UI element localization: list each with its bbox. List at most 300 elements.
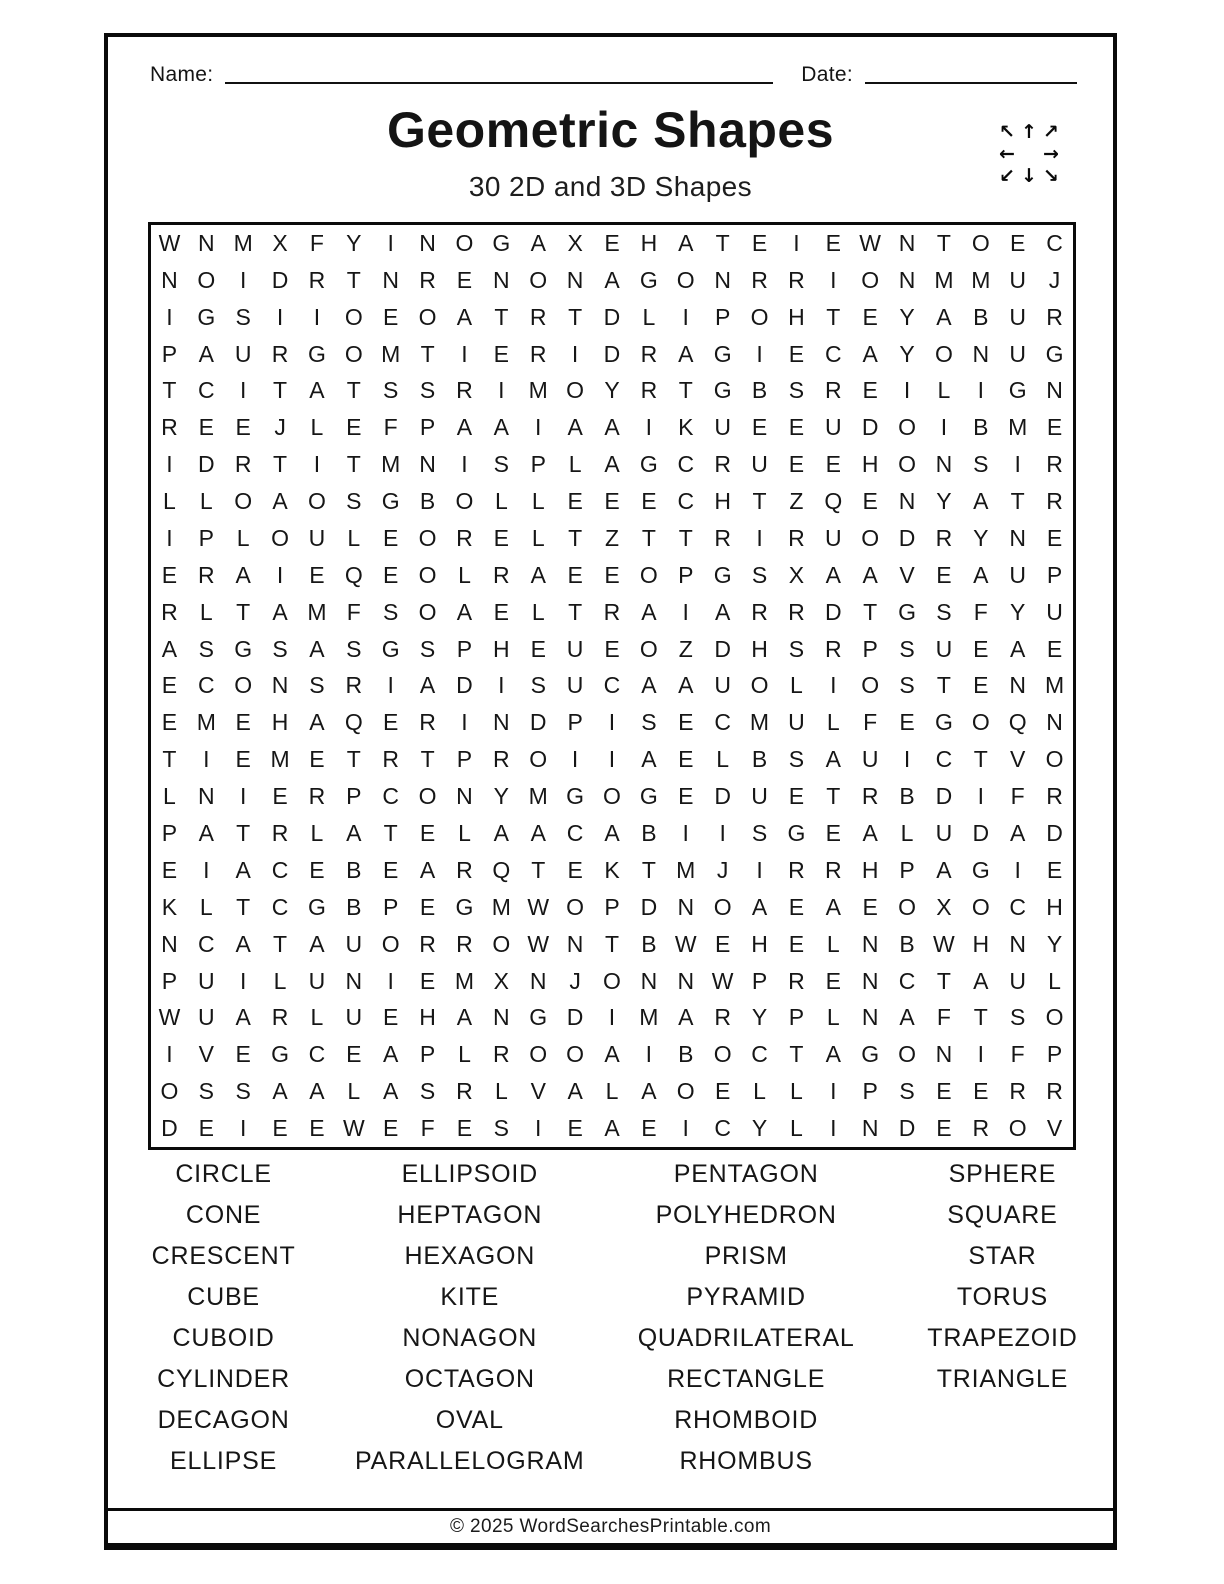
page-subtitle: 30 2D and 3D Shapes — [468, 171, 753, 202]
grid-letter: R — [456, 1078, 473, 1105]
date-blank-line — [865, 80, 1077, 84]
grid-letter: N — [935, 451, 953, 478]
grid-letter: T — [936, 967, 951, 994]
grid-letter: P — [1046, 561, 1063, 588]
grid-letter: E — [309, 561, 325, 588]
grid-letter: A — [825, 561, 841, 588]
grid-letter: Q — [1008, 709, 1027, 736]
grid-letter: R — [271, 340, 289, 367]
grid-letter: M — [454, 967, 475, 994]
grid-letter: C — [271, 893, 289, 920]
grid-letter: I — [313, 451, 321, 478]
grid-letter: R — [788, 524, 805, 551]
grid-letter: I — [682, 598, 689, 625]
grid-letter: E — [419, 820, 436, 847]
grid-letter: E — [235, 709, 251, 736]
grid-letter: A — [198, 820, 214, 847]
grid-letter: T — [568, 303, 583, 330]
grid-letter: E — [161, 709, 178, 736]
grid-letter: E — [788, 340, 805, 367]
grid-letter: R — [640, 340, 658, 367]
grid-letter: I — [166, 451, 173, 478]
grid-letter: D — [161, 1115, 178, 1142]
grid-letter: I — [203, 746, 210, 773]
grid-letter: H — [271, 709, 289, 736]
grid-letter: P — [456, 746, 473, 773]
grid-letter: L — [937, 377, 951, 404]
grid-letter: D — [935, 783, 953, 810]
grid-letter: E — [899, 709, 915, 736]
grid-letter: O — [676, 1078, 695, 1105]
grid-letter: O — [418, 303, 437, 330]
grid-letter: N — [493, 1004, 510, 1031]
direction-arrow-spacer — [1018, 143, 1040, 165]
letter-grid — [148, 222, 1076, 1150]
grid-letter: O — [160, 1078, 179, 1105]
direction-arrow: ↓ — [1021, 165, 1037, 187]
grid-letter: A — [383, 1078, 399, 1105]
grid-letter: M — [934, 266, 954, 293]
grid-letter: O — [418, 598, 437, 625]
all-directions-icon — [996, 121, 1062, 187]
grid-letter: S — [383, 377, 399, 404]
grid-letter: G — [308, 893, 326, 920]
grid-letter: T — [162, 746, 177, 773]
grid-letter: E — [567, 561, 583, 588]
word-list-column — [108, 1154, 339, 1482]
grid-letter: S — [383, 598, 399, 625]
grid-letter: N — [898, 229, 916, 256]
word-list-item: CONE — [185, 1201, 262, 1229]
grid-letter: H — [861, 451, 879, 478]
grid-letter: S — [530, 672, 546, 699]
grid-letter: P — [198, 524, 214, 551]
grid-letter: R — [456, 377, 473, 404]
grid-letter: E — [678, 746, 694, 773]
word-list-item: HEPTAGON — [397, 1201, 543, 1229]
grid-letter: A — [161, 635, 178, 662]
grid-letter: B — [641, 930, 657, 957]
grid-letter: T — [494, 303, 509, 330]
grid-letter: G — [971, 856, 990, 883]
grid-letter: R — [308, 266, 326, 293]
grid-letter: U — [198, 967, 215, 994]
grid-letter: N — [1009, 930, 1026, 957]
grid-letter: M — [381, 340, 401, 367]
grid-letter: S — [493, 451, 510, 478]
grid-letter: Y — [604, 377, 620, 404]
grid-letter: A — [235, 1004, 251, 1031]
grid-letter: Y — [899, 340, 915, 367]
grid-letter: R — [345, 672, 363, 699]
grid-letter: W — [674, 930, 697, 957]
grid-letter: R — [234, 451, 252, 478]
direction-arrow: → — [1043, 143, 1059, 165]
grid-letter: U — [861, 746, 879, 773]
grid-letter: U — [751, 783, 768, 810]
grid-letter: B — [678, 1041, 694, 1068]
word-list-item: PRISM — [704, 1242, 788, 1270]
grid-letter: E — [456, 266, 473, 293]
grid-letter: P — [567, 709, 583, 736]
grid-letter: E — [936, 1078, 952, 1105]
grid-letter: E — [862, 303, 878, 330]
grid-letter: E — [383, 524, 399, 551]
grid-letter: Y — [346, 229, 362, 256]
grid-letter: R — [456, 930, 473, 957]
grid-letter: I — [239, 377, 247, 404]
grid-letter: E — [493, 598, 510, 625]
word-list-item: ELLIPSE — [170, 1447, 278, 1475]
grid-letter: B — [973, 303, 989, 330]
grid-letter: E — [383, 303, 399, 330]
grid-letter: T — [973, 1004, 988, 1031]
grid-letter: S — [493, 1115, 510, 1142]
grid-letter: E — [973, 1078, 989, 1105]
grid-letter: A — [493, 820, 510, 847]
grid-letter: C — [714, 709, 731, 736]
grid-letter: H — [419, 1004, 436, 1031]
grid-letter: O — [455, 488, 474, 515]
grid-letter: I — [461, 709, 468, 736]
grid-letter: T — [273, 451, 288, 478]
grid-letter: O — [971, 229, 990, 256]
grid-letter: I — [830, 672, 837, 699]
grid-letter: A — [641, 746, 657, 773]
grid-letter: Y — [1010, 598, 1026, 625]
grid-letter: S — [899, 1078, 915, 1105]
grid-letter: T — [273, 377, 288, 404]
grid-letter: R — [751, 266, 768, 293]
grid-letter: E — [1046, 635, 1063, 662]
grid-letter: A — [678, 1004, 694, 1031]
word-list-item: RHOMBOID — [674, 1406, 819, 1434]
grid-letter: K — [604, 856, 620, 883]
grid-letter: A — [419, 856, 436, 883]
grid-letter: E — [161, 856, 178, 883]
grid-letter: M — [233, 229, 253, 256]
grid-letter: X — [788, 561, 805, 588]
grid-letter: J — [1048, 266, 1061, 293]
word-list-item: CUBOID — [172, 1324, 275, 1352]
grid-letter: R — [1046, 1078, 1063, 1105]
grid-letter: R — [1046, 303, 1063, 330]
grid-letter: O — [898, 1041, 916, 1068]
grid-letter: L — [531, 524, 545, 551]
grid-letter: E — [198, 1115, 214, 1142]
grid-letter: O — [861, 524, 880, 551]
grid-letter: O — [418, 783, 437, 810]
word-list-item: STAR — [968, 1242, 1037, 1270]
grid-letter: T — [346, 266, 361, 293]
grid-letter: S — [936, 598, 952, 625]
grid-letter: D — [198, 451, 215, 478]
grid-letter: O — [603, 967, 621, 994]
grid-letter: T — [863, 598, 878, 625]
grid-letter: T — [346, 377, 361, 404]
grid-letter: O — [713, 893, 732, 920]
grid-letter: R — [161, 414, 178, 441]
grid-letter: R — [714, 524, 731, 551]
grid-letter: T — [973, 746, 988, 773]
grid-letter: A — [346, 820, 362, 847]
grid-letter: R — [972, 1115, 990, 1142]
grid-letter: E — [788, 414, 805, 441]
grid-letter: E — [825, 820, 841, 847]
word-list-column — [892, 1154, 1113, 1482]
grid-letter: U — [566, 672, 584, 699]
grid-letter: L — [199, 893, 213, 920]
grid-letter: B — [346, 856, 362, 883]
grid-letter: R — [788, 967, 805, 994]
grid-letter: E — [973, 672, 989, 699]
grid-letter: E — [346, 1041, 362, 1068]
grid-letter: L — [163, 488, 176, 515]
grid-letter: R — [640, 377, 658, 404]
grid-letter: O — [197, 266, 216, 293]
grid-letter: E — [383, 561, 399, 588]
grid-letter: D — [714, 635, 731, 662]
grid-letter: U — [234, 340, 252, 367]
grid-letter: H — [751, 635, 768, 662]
grid-letter: A — [419, 672, 436, 699]
grid-letter: H — [714, 488, 731, 515]
grid-letter: U — [308, 967, 326, 994]
grid-letter: B — [751, 746, 768, 773]
grid-letter: C — [824, 340, 842, 367]
grid-letter: U — [308, 524, 326, 551]
word-list-item: RHOMBUS — [679, 1447, 813, 1475]
grid-letter: J — [569, 967, 581, 994]
grid-letter: S — [309, 672, 325, 699]
grid-letter: D — [566, 1004, 584, 1031]
grid-letter: F — [936, 1004, 951, 1031]
grid-letter: D — [529, 709, 547, 736]
grid-letter: O — [566, 1041, 585, 1068]
direction-arrow: ↗ — [1043, 121, 1059, 143]
grid-letter: A — [456, 1004, 473, 1031]
grid-letter: B — [641, 820, 657, 847]
grid-letter: G — [639, 783, 658, 810]
word-list-item: TORUS — [956, 1283, 1048, 1311]
grid-letter: R — [824, 377, 842, 404]
grid-letter: L — [531, 598, 545, 625]
grid-letter: U — [824, 414, 842, 441]
grid-letter: N — [566, 266, 584, 293]
grid-letter: S — [788, 635, 805, 662]
grid-letter: L — [347, 1078, 361, 1105]
direction-arrow: ↘ — [1043, 165, 1059, 187]
grid-letter: O — [566, 893, 585, 920]
grid-letter: S — [788, 746, 805, 773]
grid-letter: N — [529, 967, 547, 994]
grid-letter: M — [971, 266, 991, 293]
grid-letter: N — [198, 229, 215, 256]
grid-letter: T — [641, 524, 656, 551]
grid-letter: Y — [751, 1115, 768, 1142]
grid-letter: I — [498, 377, 505, 404]
grid-letter: M — [749, 709, 770, 736]
grid-letter: N — [677, 967, 695, 994]
grid-letter: O — [381, 930, 400, 957]
grid-letter: R — [1046, 783, 1063, 810]
grid-letter: T — [568, 524, 583, 551]
grid-letter: P — [788, 1004, 805, 1031]
grid-letter: A — [899, 1004, 915, 1031]
grid-letter: N — [456, 783, 473, 810]
grid-letter: G — [455, 893, 474, 920]
grid-letter: E — [493, 340, 510, 367]
grid-letter: A — [567, 414, 583, 441]
grid-letter: I — [313, 303, 321, 330]
grid-letter: I — [940, 414, 948, 441]
grid-letter: R — [493, 1041, 510, 1068]
grid-letter: P — [456, 635, 473, 662]
grid-letter: L — [826, 709, 840, 736]
grid-letter: I — [682, 1115, 689, 1142]
grid-letter: E — [383, 1115, 399, 1142]
word-list-column — [600, 1154, 891, 1482]
grid-letter: A — [198, 340, 214, 367]
grid-letter: N — [566, 930, 584, 957]
grid-letter: L — [163, 783, 176, 810]
grid-letter: A — [604, 1115, 620, 1142]
grid-letter: I — [239, 266, 247, 293]
grid-letter: O — [861, 266, 880, 293]
grid-letter: E — [788, 783, 805, 810]
grid-letter: I — [719, 820, 726, 847]
grid-letter: A — [530, 229, 546, 256]
grid-letter: E — [1046, 414, 1063, 441]
grid-letter: L — [826, 1004, 840, 1031]
grid-letter: Z — [789, 488, 804, 515]
grid-letter: A — [973, 561, 989, 588]
grid-letter: I — [166, 1041, 173, 1068]
grid-letter: W — [158, 229, 181, 256]
grid-letter: I — [682, 820, 689, 847]
grid-letter: M — [528, 783, 548, 810]
grid-letter: T — [420, 746, 435, 773]
grid-letter: H — [640, 229, 658, 256]
grid-letter: S — [751, 561, 768, 588]
grid-letter: G — [713, 377, 732, 404]
grid-letter: O — [934, 340, 953, 367]
grid-letter: S — [272, 635, 288, 662]
grid-letter: N — [382, 266, 400, 293]
grid-letter: E — [1046, 524, 1063, 551]
grid-letter: T — [273, 930, 288, 957]
grid-letter: N — [198, 783, 215, 810]
grid-letter: N — [714, 266, 731, 293]
grid-letter: E — [862, 377, 878, 404]
grid-letter: R — [271, 1004, 289, 1031]
grid-letter: S — [419, 1078, 436, 1105]
grid-letter: C — [898, 967, 916, 994]
grid-letter: I — [1014, 451, 1021, 478]
grid-letter: P — [346, 783, 362, 810]
grid-letter: A — [1010, 635, 1026, 662]
grid-letter: Y — [936, 488, 952, 515]
grid-letter: F — [383, 414, 398, 441]
grid-letter: T — [604, 930, 620, 957]
grid-letter: N — [493, 266, 510, 293]
grid-letter: U — [824, 524, 842, 551]
grid-letter: D — [640, 893, 658, 920]
grid-letter: O — [971, 709, 990, 736]
grid-letter: I — [977, 1041, 984, 1068]
grid-letter: F — [1010, 1041, 1025, 1068]
grid-letter: D — [824, 598, 842, 625]
grid-letter: C — [566, 820, 584, 847]
name-blank-line — [225, 80, 773, 84]
grid-letter: I — [461, 451, 468, 478]
grid-letter: O — [529, 746, 548, 773]
grid-letter: I — [166, 303, 173, 330]
grid-letter: R — [493, 561, 510, 588]
word-list-column — [339, 1154, 600, 1482]
grid-letter: B — [751, 377, 768, 404]
grid-letter: N — [1009, 672, 1026, 699]
grid-letter: E — [419, 893, 436, 920]
word-list-item: OCTAGON — [404, 1365, 535, 1393]
grid-letter: I — [756, 524, 763, 551]
grid-letter: B — [973, 414, 989, 441]
word-list-item: DECAGON — [157, 1406, 290, 1434]
grid-letter: I — [571, 746, 579, 773]
grid-letter: E — [309, 1115, 325, 1142]
grid-letter: V — [198, 1041, 214, 1068]
grid-letter: E — [493, 524, 510, 551]
grid-letter: T — [678, 377, 693, 404]
grid-letter: U — [935, 820, 953, 847]
grid-letter: A — [567, 1078, 583, 1105]
grid-letter: N — [861, 967, 879, 994]
grid-letter: O — [271, 524, 290, 551]
header-row — [150, 63, 1077, 87]
grid-letter: E — [161, 561, 178, 588]
grid-letter: Y — [973, 524, 989, 551]
grid-letter: C — [677, 488, 695, 515]
grid-letter: A — [825, 893, 841, 920]
grid-letter: N — [935, 1041, 953, 1068]
grid-letter: W — [527, 893, 550, 920]
grid-letter: A — [936, 856, 952, 883]
word-list-item: PENTAGON — [673, 1160, 819, 1188]
grid-letter: S — [899, 672, 915, 699]
grid-letter: B — [899, 783, 915, 810]
grid-letter: A — [456, 303, 473, 330]
grid-letter: I — [387, 672, 394, 699]
grid-letter: I — [830, 266, 837, 293]
grid-letter: N — [1009, 524, 1026, 551]
grid-letter: P — [751, 967, 768, 994]
grid-letter: P — [419, 1041, 436, 1068]
word-list-item: CIRCLE — [175, 1160, 272, 1188]
grid-letter: E — [383, 1004, 399, 1031]
grid-letter: L — [642, 303, 656, 330]
grid-letter: O — [455, 229, 474, 256]
grid-letter: Y — [493, 783, 510, 810]
grid-letter: A — [714, 598, 731, 625]
grid-letter: A — [678, 229, 694, 256]
grid-letter: S — [751, 820, 768, 847]
word-list-item: RECTANGLE — [667, 1365, 826, 1393]
grid-letter: O — [344, 340, 363, 367]
grid-letter: E — [788, 451, 805, 478]
grid-letter: R — [382, 746, 400, 773]
grid-letter: A — [678, 672, 694, 699]
grid-letter: T — [162, 377, 177, 404]
